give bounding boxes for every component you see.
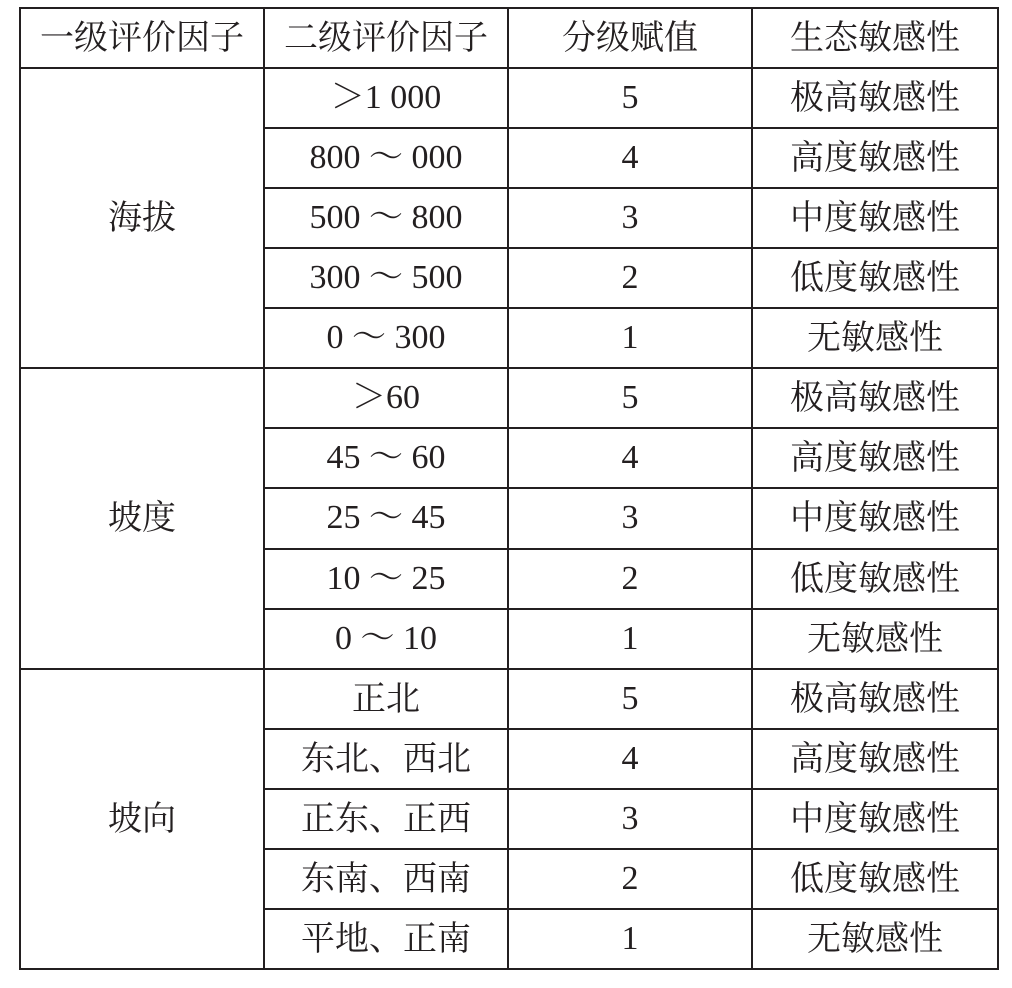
range-cell: ＞1 000	[264, 68, 508, 128]
sensitivity-cell: 中度敏感性	[752, 488, 998, 548]
value-cell: 1	[508, 909, 752, 969]
sensitivity-cell: 高度敏感性	[752, 428, 998, 488]
sensitivity-cell: 无敏感性	[752, 308, 998, 368]
header-secondary-factor: 二级评价因子	[264, 8, 508, 68]
group-name-cell: 坡度	[20, 368, 264, 668]
value-cell: 3	[508, 789, 752, 849]
value-cell: 1	[508, 609, 752, 669]
value-cell: 4	[508, 729, 752, 789]
header-grade-value: 分级赋值	[508, 8, 752, 68]
range-cell: 0 ～ 10	[264, 609, 508, 669]
group-name-cell: 海拔	[20, 68, 264, 368]
sensitivity-cell: 极高敏感性	[752, 68, 998, 128]
range-cell: 45 ～ 60	[264, 428, 508, 488]
range-cell: 正北	[264, 669, 508, 729]
sensitivity-cell: 中度敏感性	[752, 188, 998, 248]
value-cell: 3	[508, 488, 752, 548]
group-name-cell: 坡向	[20, 669, 264, 969]
sensitivity-cell: 无敏感性	[752, 609, 998, 669]
sensitivity-cell: 无敏感性	[752, 909, 998, 969]
sensitivity-cell: 极高敏感性	[752, 669, 998, 729]
header-primary-factor: 一级评价因子	[20, 8, 264, 68]
range-cell: 东南、西南	[264, 849, 508, 909]
sensitivity-cell: 低度敏感性	[752, 549, 998, 609]
range-cell: 10 ～ 25	[264, 549, 508, 609]
table-row	[20, 368, 998, 428]
range-cell: 东北、西北	[264, 729, 508, 789]
value-cell: 5	[508, 68, 752, 128]
range-cell: 800 ～ 000	[264, 128, 508, 188]
value-cell: 3	[508, 188, 752, 248]
range-cell: 正东、正西	[264, 789, 508, 849]
value-cell: 2	[508, 849, 752, 909]
table-header-row	[20, 8, 998, 68]
header-ecological-sensitivity: 生态敏感性	[752, 8, 998, 68]
value-cell: 4	[508, 428, 752, 488]
range-cell: 25 ～ 45	[264, 488, 508, 548]
table-row	[20, 669, 998, 729]
range-cell: 0 ～ 300	[264, 308, 508, 368]
sensitivity-cell: 高度敏感性	[752, 729, 998, 789]
sensitivity-cell: 低度敏感性	[752, 849, 998, 909]
range-cell: ＞60	[264, 368, 508, 428]
range-cell: 300 ～ 500	[264, 248, 508, 308]
sensitivity-cell: 中度敏感性	[752, 789, 998, 849]
sensitivity-cell: 高度敏感性	[752, 128, 998, 188]
value-cell: 1	[508, 308, 752, 368]
sensitivity-table	[19, 7, 999, 970]
range-cell: 平地、正南	[264, 909, 508, 969]
value-cell: 4	[508, 128, 752, 188]
sensitivity-cell: 低度敏感性	[752, 248, 998, 308]
value-cell: 2	[508, 549, 752, 609]
sensitivity-cell: 极高敏感性	[752, 368, 998, 428]
range-cell: 500 ～ 800	[264, 188, 508, 248]
value-cell: 2	[508, 248, 752, 308]
value-cell: 5	[508, 368, 752, 428]
value-cell: 5	[508, 669, 752, 729]
table-row	[20, 68, 998, 128]
